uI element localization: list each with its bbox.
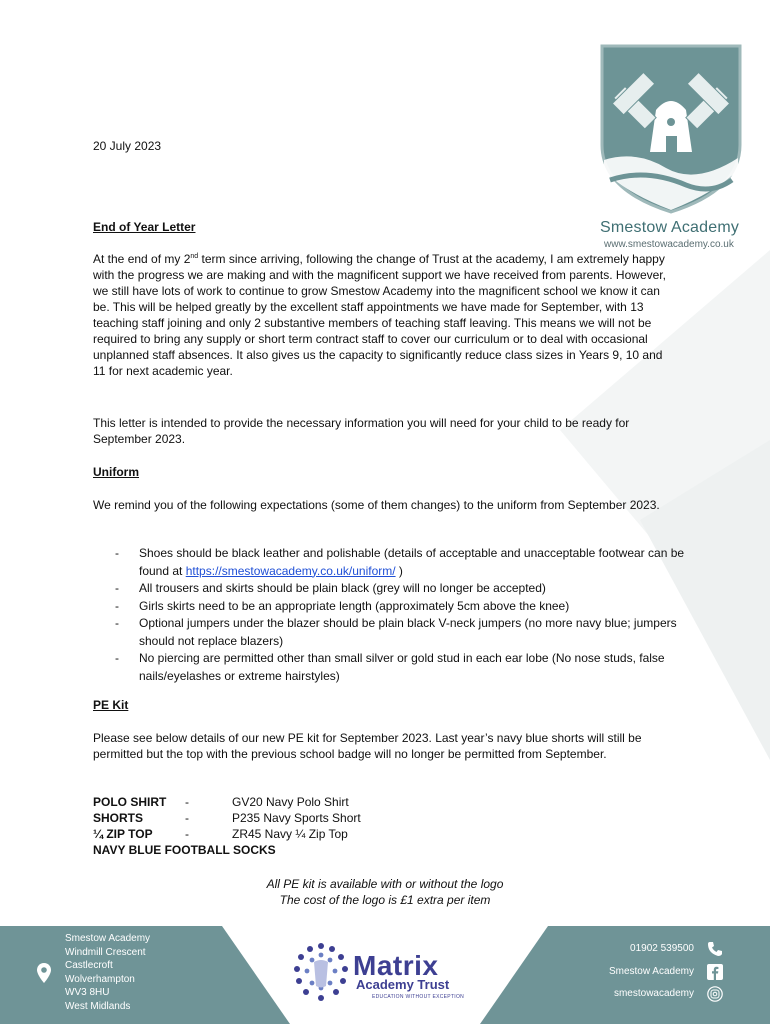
school-name-logo: Smestow Academy [600,219,740,236]
uniform-list [93,545,693,685]
heading-pe-kit: PE Kit [93,698,129,712]
heading-end-of-year: End of Year Letter [93,220,196,234]
footer-instagram: smestowacademy [613,988,694,999]
pe-kit-table [93,795,361,859]
facebook-icon [707,964,723,980]
table-row: ¼ ZIP TOP - ZR45 Navy ¼ Zip Top [93,827,348,841]
list-item: - Shoes should be black leather and polishable (details of acceptable and unacceptable footwear can be found at https://smestowacademy.co.uk/uniform/ ) [115,546,685,578]
phone-icon [707,941,723,957]
table-row: SHORTS - P235 Navy Sports Short [93,811,361,825]
map-pin-icon [36,962,52,984]
list-item: - Optional jumpers under the blazer should be plain black V-neck jumpers (no more navy blue; jumpers should not replace blazers) [115,616,677,648]
table-row: NAVY BLUE FOOTBALL SOCKS [93,843,276,857]
list-item: - No piercing are permitted other than small silver or gold stud in each ear lobe (No nose studs, false nails/eyelashes or extreme hairstyles) [115,651,665,683]
uniform-paragraph: We remind you of the following expectations (some of them changes) to the uniform from September 2023. [93,498,660,512]
trust-name: Matrix [353,950,439,981]
pe-paragraph: Please see below details of our new PE kit for September 2023. Last year’s navy blue shorts will still be permitted but the top with the previous school badge will no longer be permitted from September. [93,731,642,761]
intro-paragraph-2: This letter is intended to provide the necessary information you will need for your child to be ready for September 2023. [93,416,630,446]
footer-phone: 01902 539500 [630,943,694,954]
footer-address: Smestow Academy Windmill Crescent Castlecroft Wolverhampton WV3 8HU West Midlands [65,933,151,1012]
school-website: www.smestowacademy.co.uk [604,239,734,250]
intro-paragraph-1: At the end of my 2nd term since arriving, following the change of Trust at the academy, I am extremely happy with the progress we are making and with the magnificent support we have received from parents. However, we still have lots of work to continue to grow Smestow Academy into the magnificent school we know it can be. This will be helped greatly by the excellent staff appointments we have made for September, with 13 teaching staff joining and only 2 substantive members of teaching staff leaving. This means we will not be required to bring any supply or short term contract staff to cover our curriculum or to deal with occasional unplanned staff absences. It also gives us the capacity to significantly reduce class sizes in Years 9, 10 and 11 for next academic year. [93,252,666,378]
heading-uniform: Uniform [93,465,139,479]
table-row: POLO SHIRT - GV20 Navy Polo Shirt [93,795,349,809]
matrix-trust-logo-icon [290,940,352,1006]
footer-facebook: Smestow Academy [608,966,694,977]
instagram-icon [707,986,723,1002]
uniform-link[interactable]: https://smestowacademy.co.uk/uniform/ [185,563,396,578]
pe-note: All PE kit is available with or without the logo The cost of the logo is £1 extra per item [266,877,504,907]
letter-date: 20 July 2023 [93,139,162,153]
windmill-crest-logo [596,40,746,220]
list-item: - Girls skirts need to be an appropriate length (approximately 5cm above the knee) [115,598,570,613]
trust-tagline: EDUCATION WITHOUT EXCEPTION [372,994,465,1000]
trust-subtitle: Academy Trust [356,977,450,992]
list-item: - All trousers and skirts should be plain black (grey will no longer be accepted) [115,581,546,595]
